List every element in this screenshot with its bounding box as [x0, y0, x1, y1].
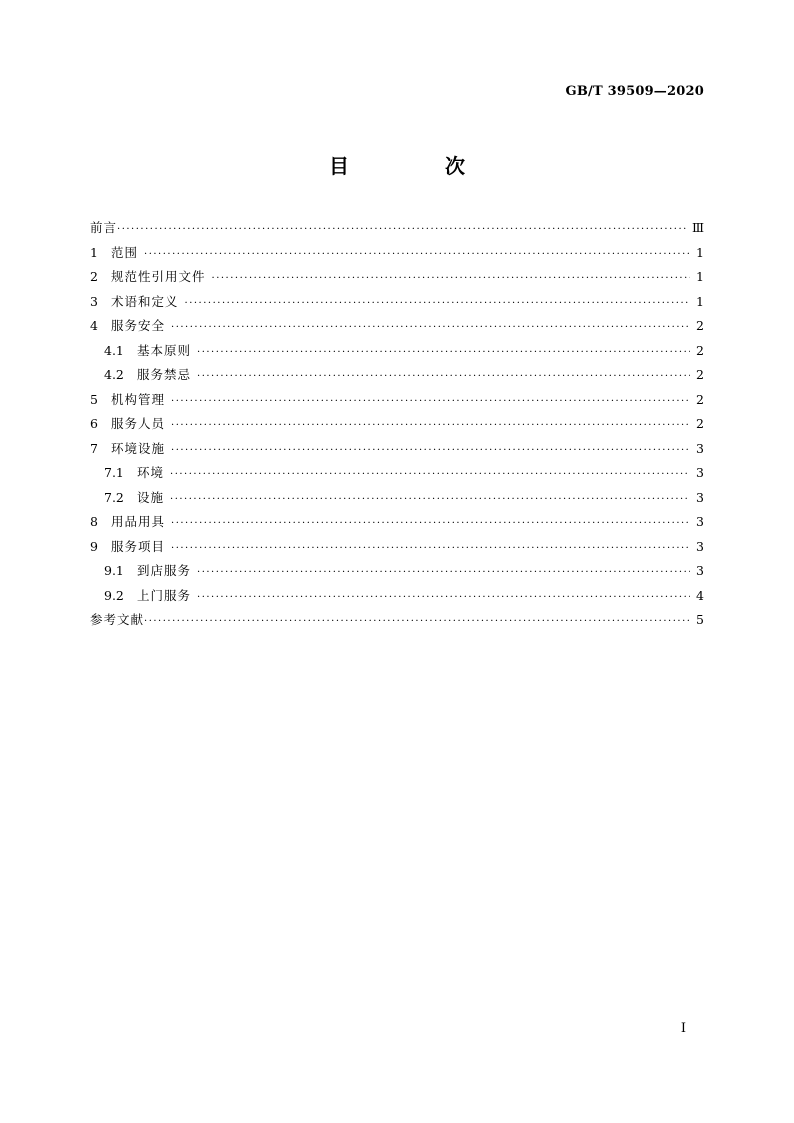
toc-dot-leader [171, 390, 690, 415]
toc-entry[interactable] [90, 535, 704, 560]
toc-entry-number: 4.1 [104, 342, 124, 358]
toc-entry[interactable] [90, 559, 704, 584]
toc-entry-label: 基本原则 [137, 342, 192, 358]
toc-entry[interactable] [90, 608, 704, 633]
toc-entry-page: 2 [696, 416, 704, 431]
toc-entry-page: 1 [696, 244, 704, 260]
toc-entry-number: 9 [90, 538, 98, 554]
toc-entry[interactable] [90, 412, 704, 437]
toc-entry[interactable] [90, 363, 704, 388]
toc-entry-number: 4 [90, 318, 98, 333]
toc-dot-leader [117, 218, 686, 243]
toc-entry-page: 3 [696, 440, 704, 456]
toc-entry-label: 服务安全 [111, 318, 166, 333]
toc-entry[interactable] [90, 339, 704, 364]
toc-dot-leader [170, 463, 690, 488]
toc-entry-label: 设施 [137, 489, 165, 505]
toc-entry[interactable] [90, 388, 704, 413]
toc-entry-page: 3 [696, 465, 704, 480]
toc-title: 目 次 [329, 154, 503, 178]
toc-entry[interactable] [90, 461, 704, 486]
toc-entry[interactable] [90, 314, 704, 339]
toc-entry[interactable] [90, 437, 704, 462]
toc-dot-leader [197, 561, 690, 586]
toc-entry-number: 7 [90, 440, 98, 456]
toc-entry-page: 3 [696, 563, 704, 578]
toc-entry-number: 3 [90, 293, 98, 309]
footer-page-number: I [680, 1021, 686, 1036]
toc-entry-label: 上门服务 [137, 587, 192, 603]
toc-entry-label: 服务禁忌 [137, 367, 192, 382]
toc-dot-leader [212, 267, 690, 292]
table-of-contents [90, 216, 704, 633]
toc-entry-page: 1 [696, 293, 704, 309]
toc-entry-number: 5 [90, 391, 98, 407]
toc-entry-label: 服务项目 [111, 538, 166, 554]
toc-entry-page: 5 [696, 612, 704, 627]
toc-entry[interactable] [90, 486, 704, 511]
toc-entry-number: 6 [90, 416, 98, 431]
toc-entry-number: 7.2 [104, 489, 124, 505]
toc-entry-label: 术语和定义 [111, 293, 179, 309]
toc-entry-number: 1 [90, 244, 98, 260]
toc-entry-number: 2 [90, 269, 98, 284]
toc-entry-page: 2 [696, 367, 704, 382]
toc-dot-leader [185, 292, 690, 317]
toc-entry[interactable] [90, 510, 704, 535]
toc-entry-number: 7.1 [104, 465, 124, 480]
toc-entry-label: 环境 [137, 465, 165, 480]
toc-entry-label: 参考文献 [90, 612, 145, 627]
toc-entry[interactable] [90, 290, 704, 315]
toc-dot-leader [144, 610, 690, 635]
toc-dot-leader [171, 414, 690, 439]
toc-entry-label: 机构管理 [111, 391, 166, 407]
toc-dot-leader [197, 365, 690, 390]
toc-entry-label: 到店服务 [137, 563, 192, 578]
toc-entry-label: 用品用具 [111, 514, 166, 529]
toc-dot-leader [171, 537, 690, 562]
toc-entry[interactable] [90, 584, 704, 609]
toc-entry-number: 9.1 [104, 563, 124, 578]
toc-entry-page: 1 [696, 269, 704, 284]
toc-entry[interactable] [90, 265, 704, 290]
toc-entry-page: 2 [696, 318, 704, 333]
toc-entry-label: 前言 [90, 220, 118, 235]
toc-dot-leader [171, 439, 690, 464]
toc-dot-leader [144, 243, 690, 268]
toc-entry-label: 范围 [111, 244, 139, 260]
toc-entry-page: 4 [696, 587, 704, 603]
toc-entry-page: 3 [696, 538, 704, 554]
toc-entry-page: 3 [696, 514, 704, 529]
toc-entry-number: 4.2 [104, 367, 124, 382]
toc-dot-leader [171, 316, 690, 341]
toc-entry-label: 规范性引用文件 [111, 269, 206, 284]
toc-entry[interactable] [90, 241, 704, 266]
toc-entry-label: 环境设施 [111, 440, 166, 456]
toc-entry-page: 2 [696, 342, 704, 358]
toc-entry-number: 8 [90, 514, 98, 529]
toc-entry-page: 2 [696, 391, 704, 407]
toc-entry-page: 3 [696, 489, 704, 505]
toc-dot-leader [197, 341, 690, 366]
toc-dot-leader [197, 586, 690, 611]
standard-code: GB/T 39509—2020 [565, 84, 704, 99]
toc-dot-leader [171, 512, 690, 537]
toc-dot-leader [170, 488, 690, 513]
toc-entry-page: Ⅲ [691, 220, 704, 235]
toc-entry-number: 9.2 [104, 587, 124, 603]
toc-entry[interactable] [90, 216, 704, 241]
toc-entry-label: 服务人员 [111, 416, 166, 431]
